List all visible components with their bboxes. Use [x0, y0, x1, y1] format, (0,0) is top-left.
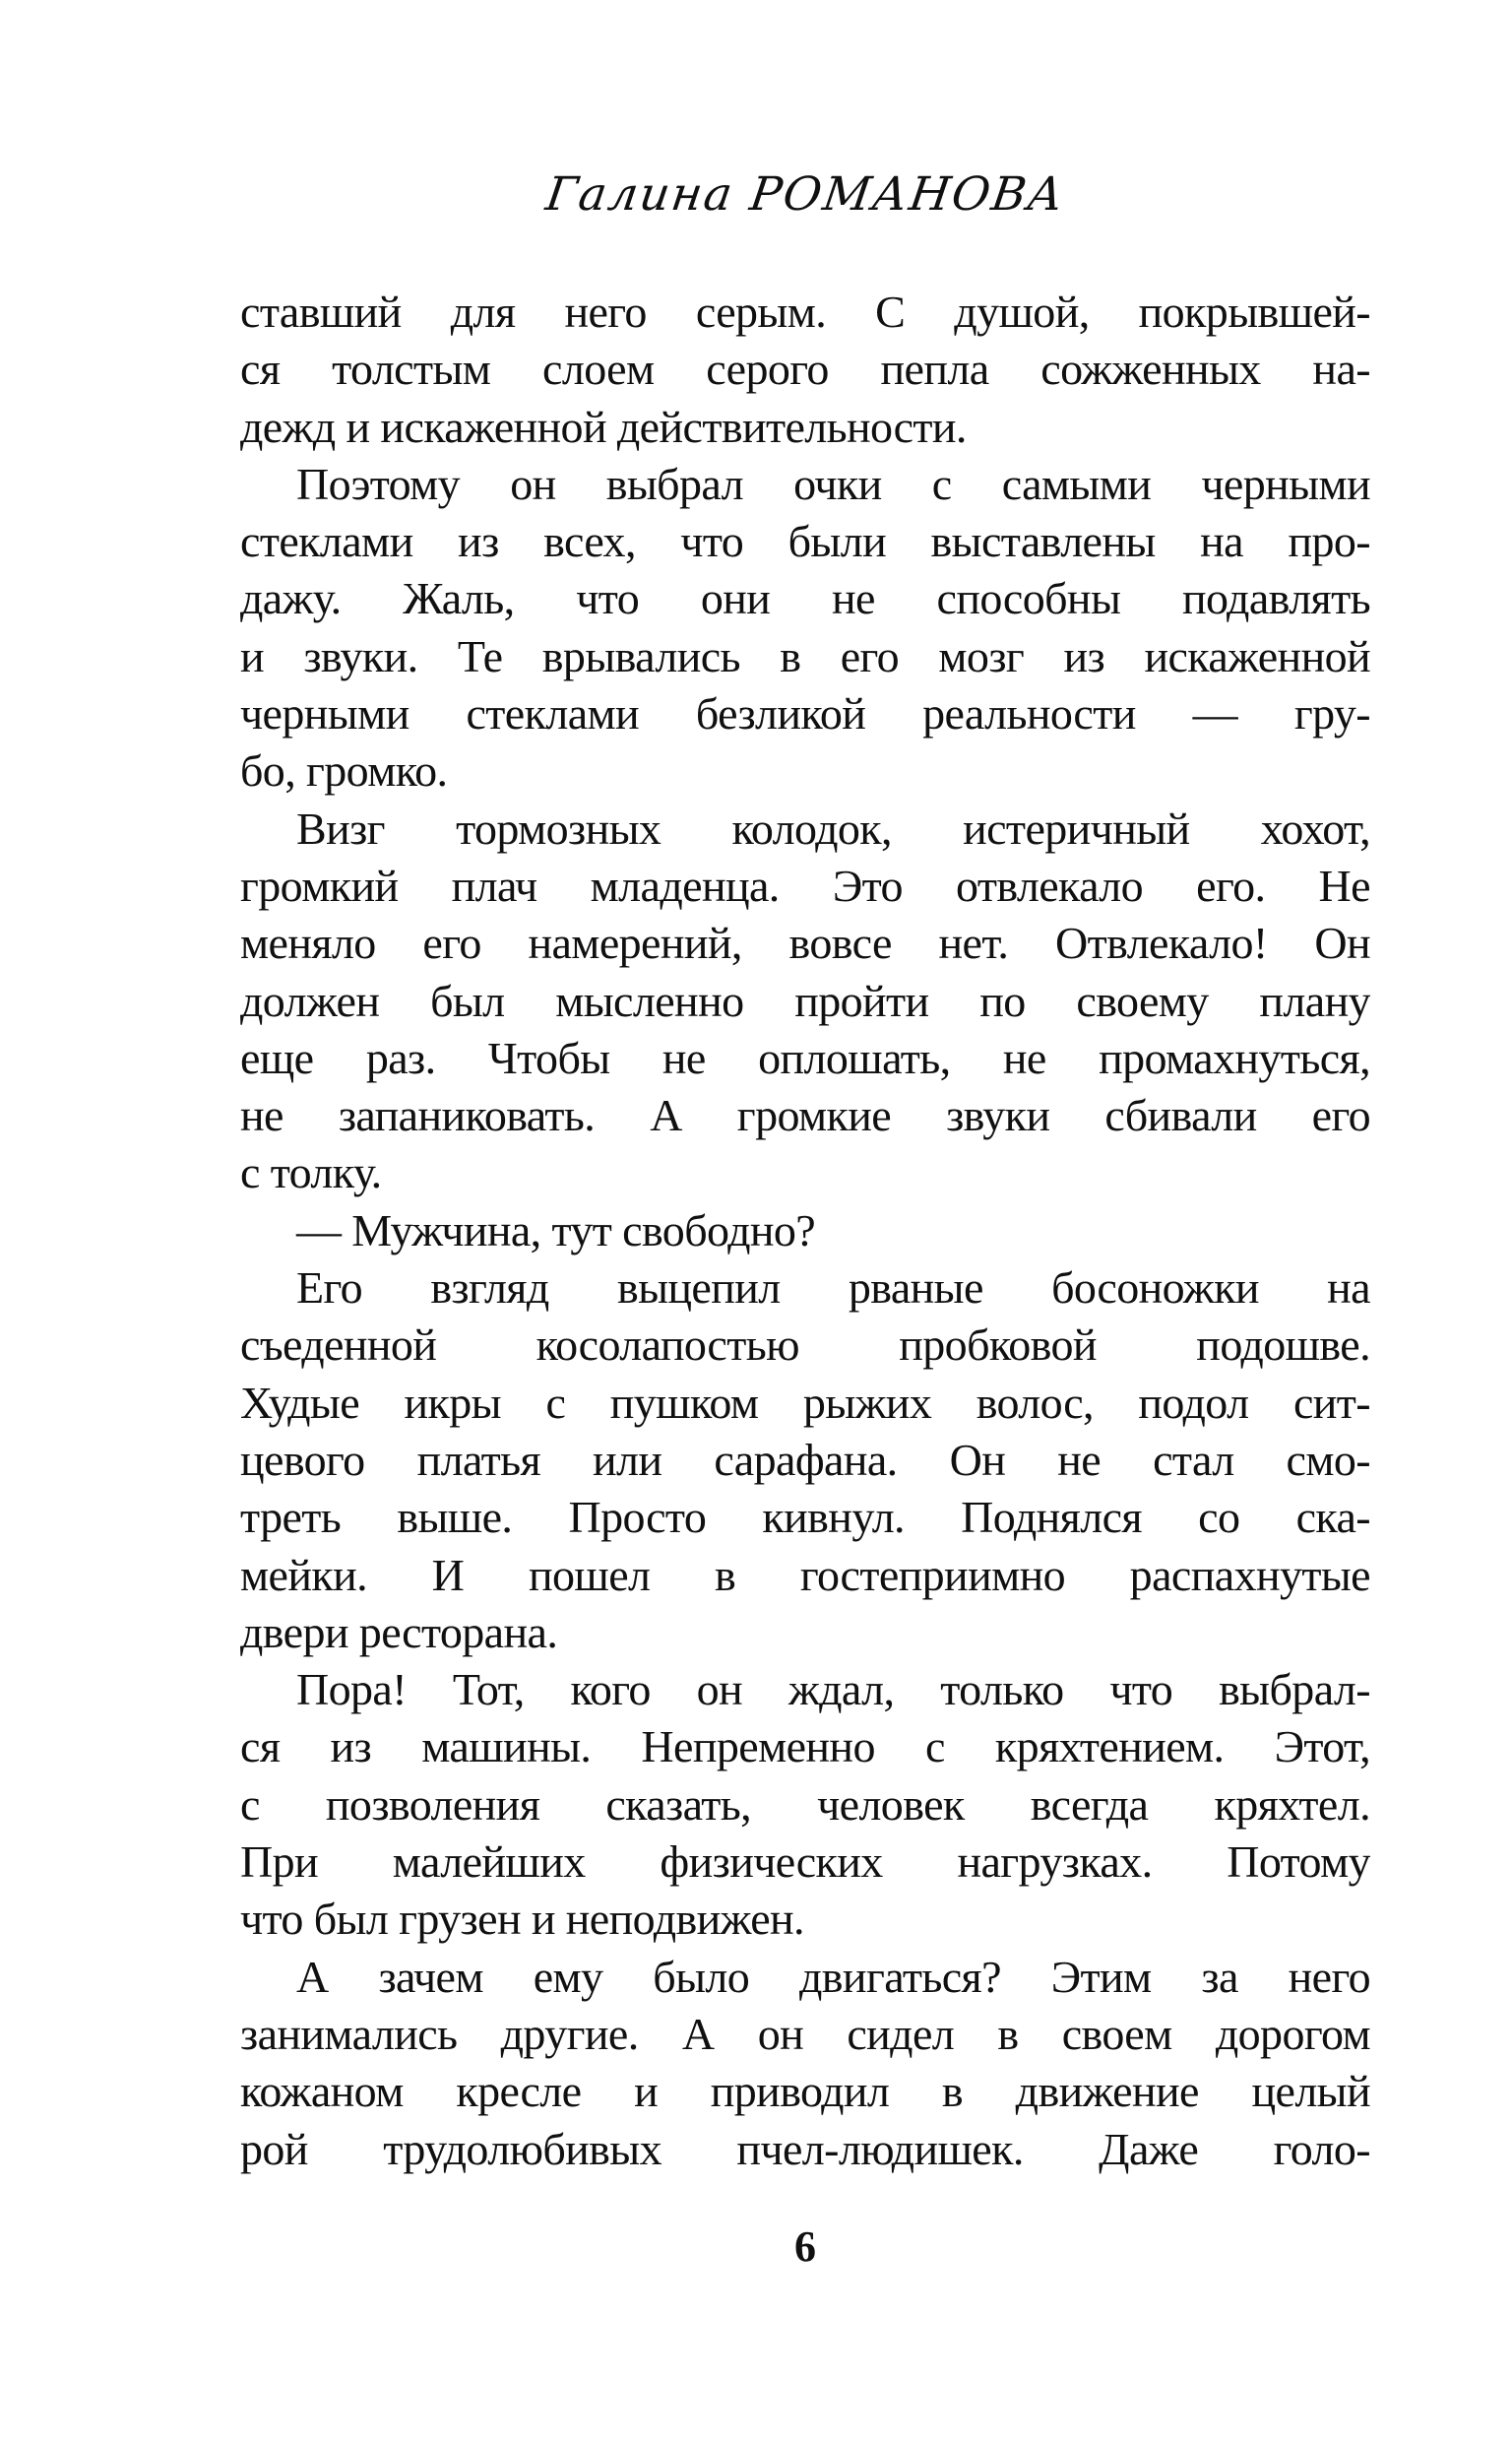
text-line: занимались другие. А он сидел в своем дорогом — [240, 2008, 1370, 2059]
text-line: Его взгляд выцепил рваные босоножки на — [296, 1262, 1370, 1314]
text-block — [240, 284, 1370, 2178]
text-line: треть выше. Просто кивнул. Поднялся со ска- — [240, 1492, 1370, 1543]
text-line: Визг тормозных колодок, истеричный хохот, — [296, 803, 1370, 854]
text-line: ся из машины. Непременно с кряхтением. Этот, — [240, 1721, 1370, 1772]
text-line: с толку. — [240, 1147, 382, 1198]
author-name: Галина РОМАНОВА — [541, 167, 1069, 222]
paragraph — [240, 1661, 1370, 1948]
text-line: съеденной косолапостью пробковой подошве. — [240, 1319, 1370, 1371]
text-line: должен был мысленно пройти по своему плану — [240, 975, 1370, 1026]
paragraph — [240, 456, 1370, 801]
text-line: еще раз. Чтобы не оплошать, не промахнуться, — [240, 1032, 1370, 1083]
text-line: — Мужчина, тут свободно? — [296, 1204, 816, 1255]
text-line: и звуки. Те врывались в его мозг из искаженной — [240, 630, 1370, 681]
paragraph — [240, 1259, 1370, 1661]
text-line: кожаном кресле и приводил в движение целый — [240, 2066, 1370, 2117]
text-line: дежд и искаженной действительности. — [240, 401, 967, 452]
page-footer — [240, 2221, 1370, 2272]
text-line: цевого платья или сарафана. Он не стал смо- — [240, 1434, 1370, 1485]
text-line: что был грузен и неподвижен. — [240, 1894, 804, 1945]
paragraph — [240, 801, 1370, 1202]
text-line: не запаниковать. А громкие звуки сбивали его — [240, 1090, 1370, 1141]
text-line: бо, громко. — [240, 745, 448, 797]
page-number: 6 — [794, 2222, 816, 2271]
text-line: Поэтому он выбрал очки с самыми черными — [296, 458, 1370, 509]
text-line: дажу. Жаль, что они не способны подавлять — [240, 573, 1370, 624]
text-line: меняло его намерений, вовсе нет. Отвлекало! Он — [240, 918, 1370, 969]
text-line: с позволения сказать, человек всегда кряхтел. — [240, 1778, 1370, 1830]
text-line: Худые икры с пушком рыжих волос, подол сит- — [240, 1377, 1370, 1428]
text-line: А зачем ему было двигаться? Этим за него — [296, 1951, 1370, 2002]
text-line: рой трудолюбивых пчел-людишек. Даже голо- — [240, 2123, 1370, 2174]
paragraph — [240, 1202, 1370, 1259]
text-line: ся толстым слоем серого пепла сожженных на- — [240, 344, 1370, 395]
paragraph — [240, 284, 1370, 456]
text-line: черными стеклами безликой реальности — гру- — [240, 688, 1370, 739]
text-line: ставший для него серым. С душой, покрывшей- — [240, 287, 1370, 337]
text-line: двери ресторана. — [240, 1606, 558, 1657]
text-line: При малейших физических нагрузках. Потому — [240, 1836, 1370, 1888]
text-line: стеклами из всех, что были выставлены на про- — [240, 516, 1370, 567]
paragraph — [240, 1949, 1370, 2178]
text-line: Пора! Тот, кого он ждал, только что выбрал- — [296, 1664, 1370, 1715]
running-header — [240, 167, 1370, 222]
text-line: мейки. И пошел в гостеприимно распахнутые — [240, 1549, 1370, 1600]
text-line: громкий плач младенца. Это отвлекало его. Не — [240, 860, 1370, 911]
